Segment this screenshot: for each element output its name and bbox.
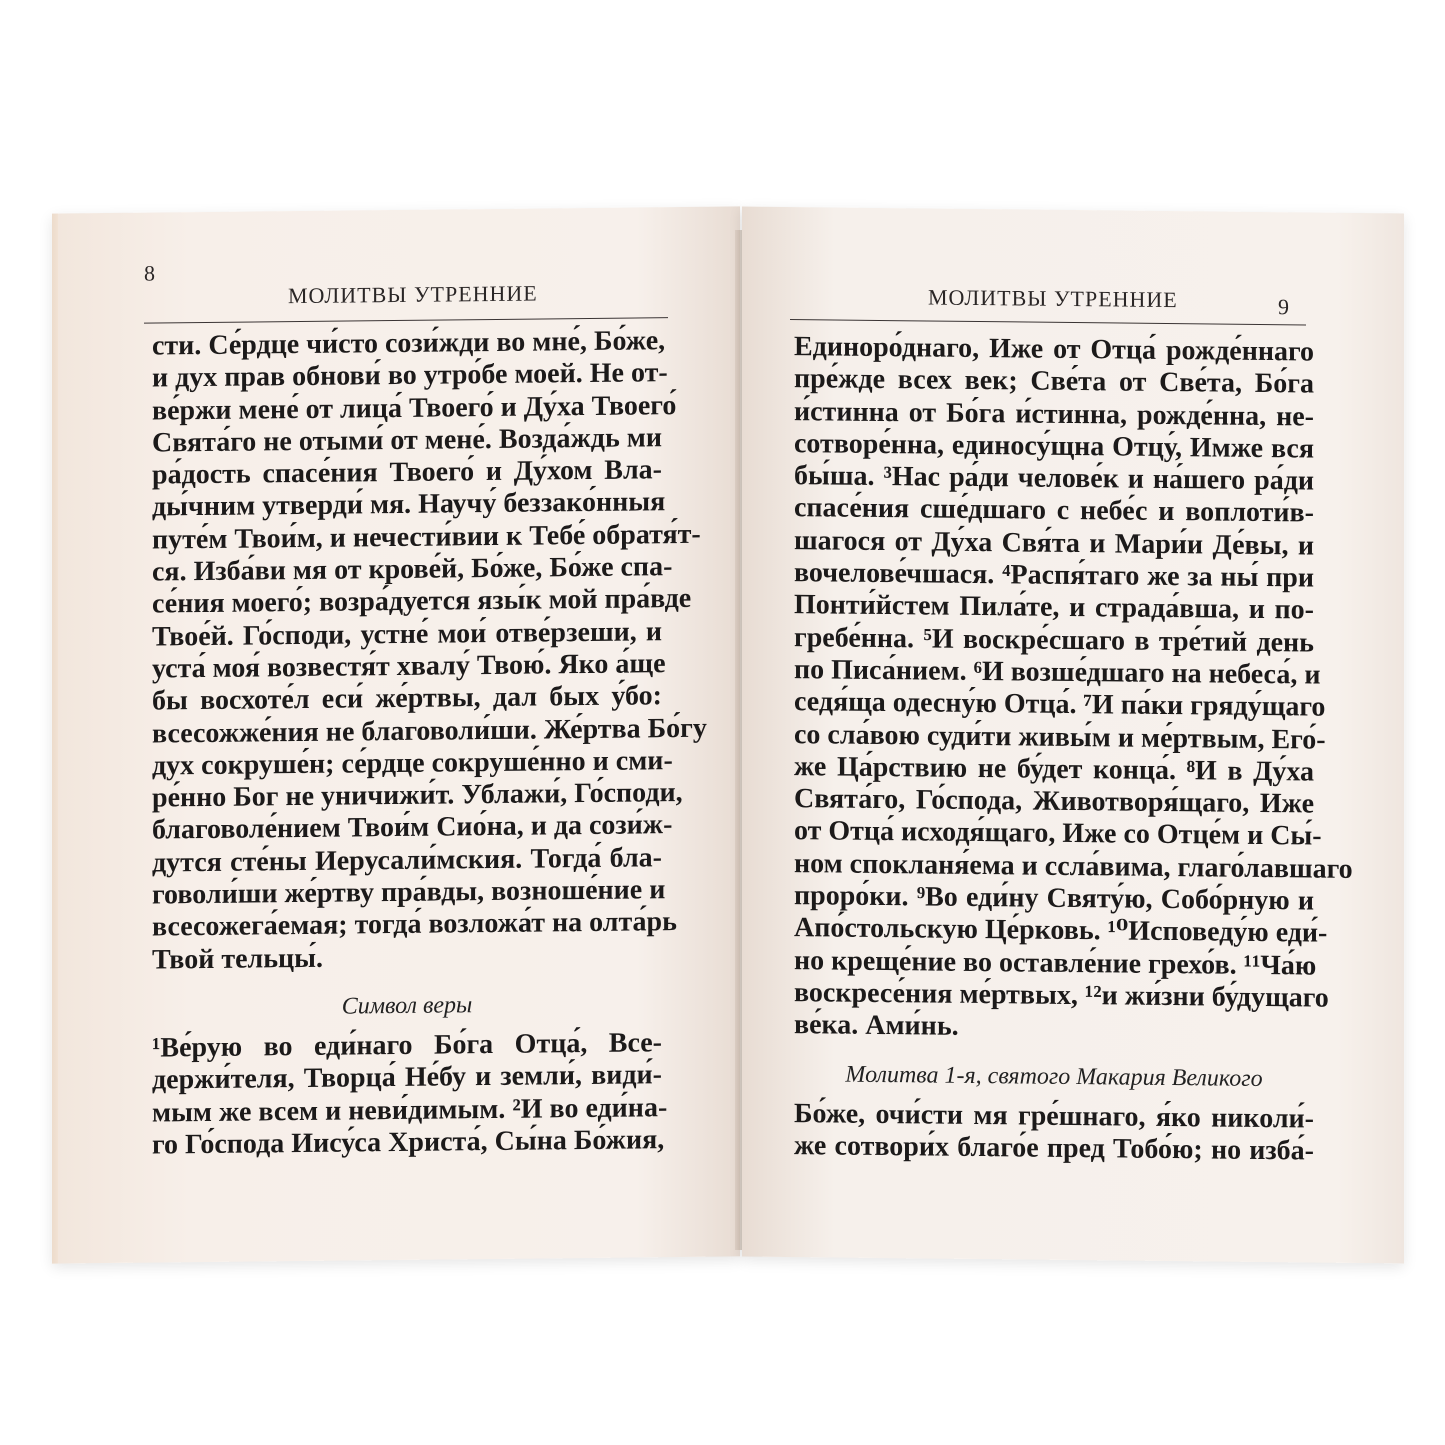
left-header-rule bbox=[144, 317, 668, 323]
right-body-text bbox=[794, 331, 1353, 1168]
creed-line: мым же всем и неви́димым. ²И во еди́на- bbox=[152, 1091, 668, 1129]
creed-continuation-line: седя́ща одесну́ю Отца́. ⁷И па́ки гряду́щаго bbox=[794, 686, 1326, 723]
psalm-line: бы восхоте́л еси́ же́ртвы, дал бых у́бо: bbox=[152, 680, 662, 717]
creed-line: ¹Ве́рую во еди́наго Бо́га Отца́, Все- bbox=[152, 1027, 662, 1064]
section-title-prayer: Молитва 1-я, святого Макария Великого bbox=[845, 1061, 1263, 1092]
creed-continuation-line: воскресе́ния ме́ртвых, ¹²и жи́зни бу́дущаго bbox=[794, 977, 1329, 1014]
psalm-line: всесожже́ния не благоволи́ши. Же́ртва Бо́гу bbox=[152, 712, 707, 750]
psalm-line: ся. Изба́ви мя от крове́й, Бо́же, Бо́же спа- bbox=[152, 551, 673, 588]
right-header-rule bbox=[790, 319, 1306, 325]
psalm-line: ды́чним утверди́ мя. Научу́ беззако́нныя bbox=[152, 486, 666, 524]
creed-continuation-line: сотворе́нна, единосу́щна Отцу́, Имже вся bbox=[794, 427, 1314, 465]
left-body-text bbox=[152, 325, 707, 1161]
left-page-number: 8 bbox=[144, 260, 155, 286]
creed-continuation-line: бы́ша. ³Нас ра́ди челове́к и на́шего ра́ди bbox=[794, 460, 1314, 497]
creed-continuation-line: проро́ки. ⁹Во еди́ну Святу́ю, Собо́рную и bbox=[794, 880, 1314, 917]
prayer-text bbox=[794, 1098, 1314, 1168]
creed-continuation-line: от Отца́ исходя́щаго, Иже со Отце́м и Сы́- bbox=[794, 815, 1322, 853]
section-title-creed: Символ веры bbox=[341, 992, 473, 1020]
psalm-line: Твое́й. Го́споди, устне́ мои́ отве́рзеши, и bbox=[152, 615, 662, 653]
creed-continuation-line: со сла́вою суди́ти живы́м и ме́ртвым, Его́- bbox=[794, 718, 1326, 756]
prayer-line: же сотвори́х благо́е пред Тобо́ю; но изба́- bbox=[794, 1129, 1314, 1167]
psalm-line: говоли́ши же́ртву пра́вды, возноше́ние и bbox=[152, 874, 666, 911]
left-running-header: МОЛИТВЫ УТРЕННИЕ bbox=[288, 280, 538, 309]
creed-continuation-line: Апо́стольскую Це́рковь. ¹⁰Исповеду́ю еди́- bbox=[794, 912, 1328, 950]
creed-continuation-line: Единоро́днаго, Иже от Отца́ рожде́ннаго bbox=[794, 331, 1314, 368]
creed-continuation-line: пре́жде всех век; Све́та от Све́та, Бо́га bbox=[794, 363, 1314, 400]
creed-line: держи́теля, Творца́ Не́бу и земли́, види́- bbox=[152, 1059, 662, 1096]
creed-continuation-line: ном спокланя́ема и ссла́вима, глаго́лавшаго bbox=[794, 847, 1353, 885]
creed-continuation-line: шагося от Ду́ха Свя́та и Мари́и Де́вы, и bbox=[794, 524, 1314, 562]
creed-continuation-line: Свята́го, Го́спода, Животворя́щаго, Иже bbox=[794, 783, 1314, 820]
creed-continuation-line: же Ца́рствию не бу́дет конца́. ⁸И в Ду́ха bbox=[794, 750, 1314, 788]
creed-continuation-line: спасе́ния сше́дшаго с небе́с и воплоти́в- bbox=[794, 492, 1314, 530]
psalm-line: Твой тельцы́. bbox=[152, 942, 324, 976]
psalm-line: всесожега́емая; тогда́ возложа́т на олта́рь bbox=[152, 906, 677, 943]
psalm-line: уста́ моя́ возвестя́т хвалу́ Твою́. Яко а́ще bbox=[152, 648, 666, 685]
creed-continuation-line: гребе́нна. ⁵И воскре́сшаго в тре́тий день bbox=[794, 621, 1314, 659]
creed-text bbox=[152, 1027, 668, 1162]
psalm-line: путе́м Твои́м, и нечести́вии к Тебе́ обратя́т- bbox=[152, 518, 701, 556]
prayer-line: Бо́же, очи́сти мя гре́шнаго, я́ко николи́- bbox=[794, 1097, 1314, 1135]
creed-continuation-text bbox=[794, 331, 1353, 1047]
creed-line: го Го́спода Иису́са Христа́, Сы́на Бо́жия, bbox=[152, 1124, 665, 1161]
psalm-line: ра́дость спасе́ния Твоего́ и Ду́хом Вла- bbox=[152, 454, 662, 491]
right-running-header: МОЛИТВЫ УТРЕННИЕ bbox=[928, 284, 1178, 313]
left-page bbox=[52, 206, 740, 1263]
psalm-text bbox=[152, 325, 707, 976]
creed-continuation-line: и́стинна от Бо́га и́стинна, рожде́нна, не- bbox=[794, 395, 1314, 433]
creed-continuation-line: но креще́ние во оставле́ние грехо́в. ¹¹Ча́ю bbox=[794, 944, 1317, 982]
psalm-line: се́ния моего́; возра́дуется язы́к мой пра́вде bbox=[152, 583, 692, 620]
creed-continuation-line: по Писа́нием. ⁶И возше́дшаго на небеса́, и bbox=[794, 654, 1321, 691]
psalm-line: ре́нно Бог не уничижи́т. Ублажи́, Го́споди, bbox=[152, 777, 683, 814]
creed-continuation-line: ве́ка. Ами́нь. bbox=[794, 1009, 959, 1043]
psalm-line: благоволе́нием Твои́м Сио́на, и да сози́ж- bbox=[152, 809, 673, 847]
right-page-number: 9 bbox=[1278, 294, 1289, 320]
psalm-line: дух сокруше́н; се́рдце сокруше́нно и сми- bbox=[152, 744, 673, 782]
right-page bbox=[742, 207, 1404, 1264]
creed-continuation-line: вочелове́чшася. ⁴Распя́таго же за ны́ при bbox=[794, 557, 1314, 594]
creed-continuation-line: Понти́йстем Пила́те, и страда́вша, и по- bbox=[794, 589, 1314, 626]
psalm-line: ве́ржи мене́ от лица́ Твоего́ и Ду́ха Твоего́ bbox=[152, 389, 677, 427]
psalm-line: дутся сте́ны Иерусали́мския. Тогда́ бла- bbox=[152, 841, 662, 879]
psalm-line: сти. Се́рдце чи́сто сози́жди во мне́, Бо́же, bbox=[152, 325, 666, 362]
psalm-line: и дух прав обнови́ во утро́бе моей. Не от- bbox=[152, 357, 668, 394]
psalm-line: Свята́го не отыми́ от мене́. Возда́ждь ми bbox=[152, 422, 662, 459]
